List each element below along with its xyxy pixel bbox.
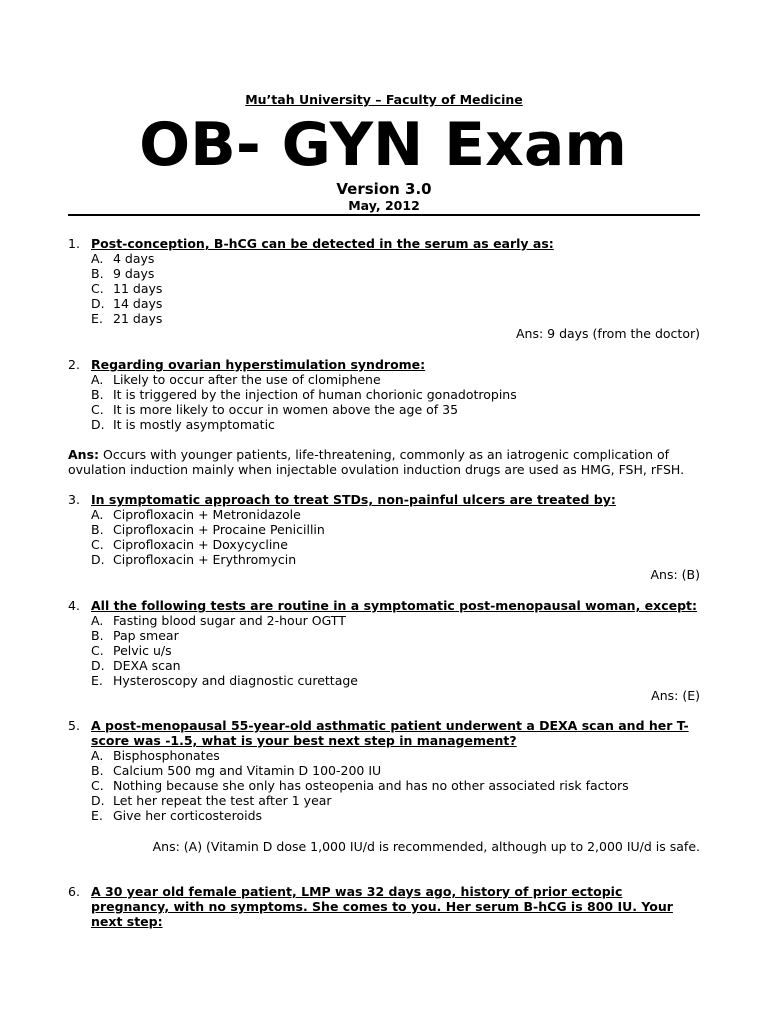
- option: [68, 748, 700, 763]
- question-stem: [68, 598, 700, 613]
- question-text: Regarding ovarian hyperstimulation syndrome:: [91, 357, 426, 372]
- option-text: Hysteroscopy and diagnostic curettage: [113, 673, 358, 688]
- option-letter: C.: [91, 537, 104, 552]
- option: [68, 808, 700, 823]
- question-number: 1.: [68, 236, 80, 251]
- option-letter: D.: [91, 417, 105, 432]
- question-text-line: A 30 year old female patient, LMP was 32 days ago, history of prior ectopic: [91, 884, 623, 899]
- option-letter: C.: [91, 402, 104, 417]
- question-number: 4.: [68, 598, 80, 613]
- option-text: It is triggered by the injection of human chorionic gonadotropins: [113, 387, 517, 402]
- option-letter: D.: [91, 552, 105, 567]
- question-stem: [68, 718, 700, 748]
- option: [68, 643, 700, 658]
- option-letter: A.: [91, 251, 104, 266]
- option-text: Ciprofloxacin + Metronidazole: [113, 507, 301, 522]
- option: [68, 507, 700, 522]
- answer: Ans: (A) (Vitamin D dose 1,000 IU/d is recommended, although up to 2,000 IU/d is safe.: [152, 839, 700, 854]
- option-text: 11 days: [113, 281, 163, 296]
- option: [68, 658, 700, 673]
- option: [68, 296, 700, 311]
- option-letter: D.: [91, 296, 105, 311]
- option-letter: A.: [91, 748, 104, 763]
- option-letter: D.: [91, 658, 105, 673]
- option: [68, 673, 700, 688]
- header-divider: [68, 214, 700, 216]
- option-letter: A.: [91, 372, 104, 387]
- exam-date: May, 2012: [348, 198, 420, 213]
- option: [68, 552, 700, 567]
- option-text: Ciprofloxacin + Procaine Penicillin: [113, 522, 325, 537]
- question-text: Post-conception, B-hCG can be detected in the serum as early as:: [91, 236, 554, 251]
- option-text: Ciprofloxacin + Doxycycline: [113, 537, 288, 552]
- question-6: [68, 884, 700, 929]
- question-text: All the following tests are routine in a symptomatic post-menopausal woman, except:: [91, 598, 698, 613]
- exam-title: OB- GYN Exam: [139, 110, 627, 180]
- option-letter: C.: [91, 281, 104, 296]
- answer: Ans: 9 days (from the doctor): [515, 326, 700, 341]
- question-stem: [68, 357, 700, 372]
- option: [68, 778, 700, 793]
- option: [68, 387, 700, 402]
- option-letter: B.: [91, 628, 104, 643]
- option: [68, 372, 700, 387]
- option-text: Likely to occur after the use of clomiphene: [113, 372, 381, 387]
- option-letter: E.: [91, 808, 103, 823]
- option-text: Pap smear: [113, 628, 179, 643]
- option: [68, 281, 700, 296]
- option: [68, 311, 700, 326]
- question-1: [68, 236, 700, 341]
- answer: Ans: (B): [650, 567, 700, 582]
- option-text: Give her corticosteroids: [113, 808, 263, 823]
- option-letter: B.: [91, 763, 104, 778]
- option: [68, 537, 700, 552]
- option-text: Let her repeat the test after 1 year: [113, 793, 332, 808]
- answer-label: Ans:: [68, 447, 100, 462]
- option-letter: E.: [91, 311, 103, 326]
- option-text: Calcium 500 mg and Vitamin D 100-200 IU: [113, 763, 382, 778]
- option-text: It is mostly asymptomatic: [113, 417, 275, 432]
- option: [68, 522, 700, 537]
- question-text: In symptomatic approach to treat STDs, non-painful ulcers are treated by:: [91, 492, 616, 507]
- option-text: Bisphosphonates: [113, 748, 220, 763]
- question-text-line: score was -1.5, what is your best next step in management?: [91, 733, 517, 748]
- option-text: 9 days: [113, 266, 155, 281]
- question-stem: [68, 236, 700, 251]
- question-number: 2.: [68, 357, 80, 372]
- option: [68, 763, 700, 778]
- option-text: 14 days: [113, 296, 163, 311]
- question-5: [68, 718, 700, 823]
- option-text: Fasting blood sugar and 2-hour OGTT: [113, 613, 346, 628]
- option-text: It is more likely to occur in women above the age of 35: [113, 402, 459, 417]
- option-text: 21 days: [113, 311, 163, 326]
- question-stem: [68, 492, 700, 507]
- option-letter: B.: [91, 266, 104, 281]
- answer-2: [68, 447, 700, 477]
- option-letter: C.: [91, 643, 104, 658]
- question-number: 5.: [68, 718, 80, 733]
- option-letter: D.: [91, 793, 105, 808]
- question-4: [68, 598, 700, 703]
- question-3: [68, 492, 700, 582]
- version-label: Version 3.0: [336, 180, 432, 198]
- option: [68, 613, 700, 628]
- question-text-line: next step:: [91, 914, 163, 929]
- option-letter: B.: [91, 387, 104, 402]
- option-letter: C.: [91, 778, 104, 793]
- option: [68, 402, 700, 417]
- option-text: Nothing because she only has osteopenia and has no other associated risk factors: [113, 778, 629, 793]
- question-stem: [68, 884, 700, 929]
- option-text: Pelvic u/s: [113, 643, 172, 658]
- option-letter: B.: [91, 522, 104, 537]
- answer-text: Occurs with younger patients, life-threatening, commonly as an iatrogenic complication of ovulation induction mainly when injectable ovulation induction drugs are used as HMG, FSH, rFSH.: [68, 447, 685, 477]
- question-2: [68, 357, 700, 432]
- answer: Ans: (E): [651, 688, 700, 703]
- option-letter: A.: [91, 613, 104, 628]
- question-text-line: pregnancy, with no symptoms. She comes to you. Her serum B-hCG is 800 IU. Your: [91, 899, 673, 914]
- option-letter: E.: [91, 673, 103, 688]
- option: [68, 266, 700, 281]
- option: [68, 793, 700, 808]
- university-heading: Mu’tah University – Faculty of Medicine: [245, 92, 523, 107]
- question-number: 6.: [68, 884, 80, 899]
- option-text: Ciprofloxacin + Erythromycin: [113, 552, 297, 567]
- question-text-line: A post-menopausal 55-year-old asthmatic patient underwent a DEXA scan and her T-: [91, 718, 689, 733]
- option: [68, 628, 700, 643]
- option-text: 4 days: [113, 251, 155, 266]
- question-number: 3.: [68, 492, 80, 507]
- option: [68, 417, 700, 432]
- option: [68, 251, 700, 266]
- option-letter: A.: [91, 507, 104, 522]
- option-text: DEXA scan: [113, 658, 181, 673]
